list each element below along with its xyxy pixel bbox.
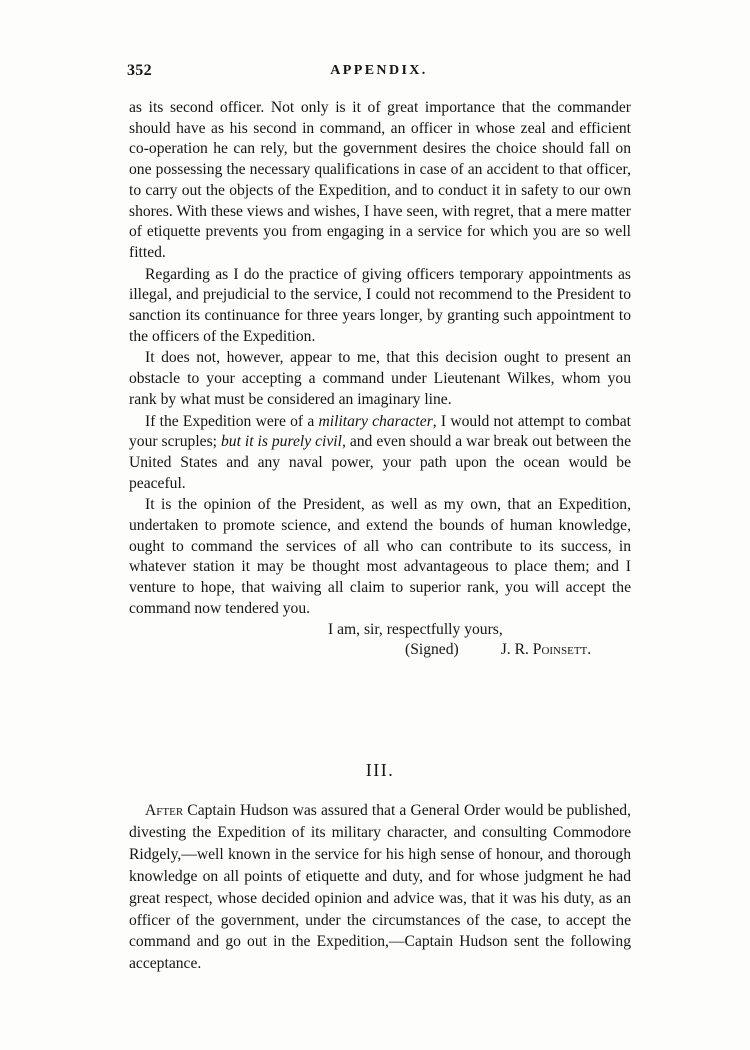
letter-paragraph-5: It is the opinion of the President, as well as my own, that an Expedition, undertaken to promote science, and extend the bounds of human knowledge, ought to command the services of all who can contribute to its success, in whatever station it may be thought most advantageous to place them; and I venture to hope, that waiving all claim to superior rank, you will accept the command now tendered you. [129,496,631,617]
paragraph-4-italic-phrase-1: military character [318,412,433,430]
paragraph-4-text-end: and even should a war break out between the United States and any naval power, your path upon the ocean would be peaceful. [129,433,632,492]
page-number: 352 [127,62,152,79]
section-paragraph-text: Captain Hudson was assured that a General Order would be published, divesting the Expedition of its military character, and consulting Commodore Ridgely,—well known in the service for his high sense of honour, and thorough knowledge on all points of etiquette and duty, and for whose judgment he had great respect, whose decided opinion and advice was, that it was his duty, as an officer of the government, under the circumstances of the case, to accept the command and go out in the Expedition,—Captain Hudson sent the following acceptance. [129,802,631,973]
paragraph-4-italic-phrase-2: but it is purely civil, [220,433,346,451]
paragraph-4-text-middle: , I would not attempt to combat your scruples; [129,412,631,451]
letter-text [129,98,631,661]
section-paragraph [129,800,631,975]
letter-paragraph-4 [129,412,631,495]
signatory-name: J. R. Poinsett. [500,641,592,659]
signature-line [129,640,631,661]
section-heading: III. [365,760,395,780]
section-text [129,800,631,975]
letter-closing: I am, sir, respectfully yours, [328,620,503,638]
paragraph-4-text-start: If the Expedition were of a [145,412,319,430]
letter-paragraph-1: as its second officer. Not only is it of great importance that the commander should have as his second in command, an officer in whose zeal and efficient co-operation he can rely, but the government desires the choice should fall on one possessing the necessary qualifications in case of an accident to that officer, to carry out the objects of the Expedition, and to conduct it in safety to our own shores. With these views and wishes, I have seen, with regret, that a mere matter of etiquette prevents you from engaging in a service for which you are so well fitted. [129,99,631,261]
running-head: APPENDIX. [330,63,428,78]
section-lead-word: After [145,802,184,819]
page-header [127,62,631,84]
signed-label: (Signed) [405,641,459,659]
letter-paragraph-3: It does not, however, appear to me, that this decision ought to present an obstacle to your accepting a command under Lieutenant Wilkes, whom you rank by what must be considered an imaginary line. [129,349,631,408]
letter-paragraph-2: Regarding as I do the practice of giving officers temporary appointments as illegal, and prejudicial to the service, I could not recommend to the President to sanction its continuance for three years longer, by granting such appointment to the officers of the Expedition. [129,265,631,345]
